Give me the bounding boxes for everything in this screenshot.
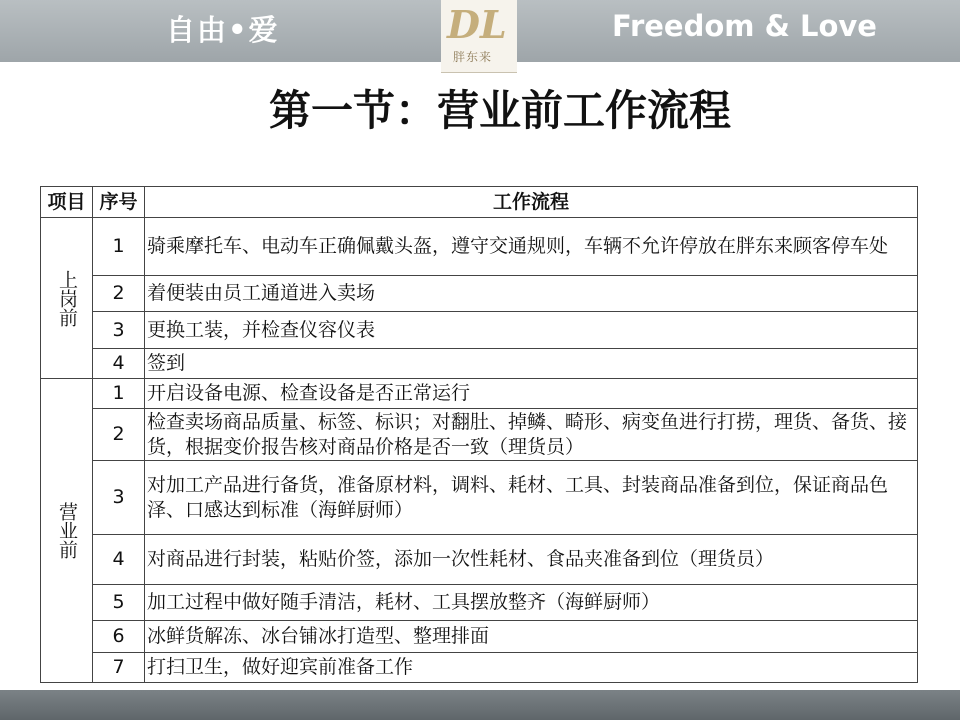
table-row xyxy=(41,349,918,379)
logo-mark: DL xyxy=(447,2,507,47)
row-text: 对商品进行封装，粘贴价签，添加一次性耗材、食品夹准备到位（理货员） xyxy=(145,535,918,585)
table-row xyxy=(41,653,918,683)
category-cell xyxy=(41,379,93,683)
table-row xyxy=(41,461,918,535)
logo-brand-name: 胖东来 xyxy=(453,50,493,64)
slogan-english: Freedom & Love xyxy=(612,9,877,43)
row-number: 4 xyxy=(93,349,145,379)
brand-logo xyxy=(441,0,517,73)
slogan-chinese: 自由•爱 xyxy=(166,13,280,47)
row-number: 4 xyxy=(93,535,145,585)
table-row xyxy=(41,535,918,585)
row-text: 着便装由员工通道进入卖场 xyxy=(145,276,918,312)
row-text: 加工过程中做好随手清洁，耗材、工具摆放整齐（海鲜厨师） xyxy=(145,585,918,621)
row-number: 1 xyxy=(93,379,145,409)
row-number: 1 xyxy=(93,218,145,276)
row-text: 检查卖场商品质量、标签、标识；对翻肚、掉鳞、畸形、病变鱼进行打捞，理货、备货、接货，根据变价报告核对商品价格是否一致（理货员） xyxy=(145,409,918,461)
row-text: 更换工装，并检查仪容仪表 xyxy=(145,312,918,349)
row-number: 2 xyxy=(93,409,145,461)
table-row xyxy=(41,312,918,349)
header-workflow: 工作流程 xyxy=(145,187,918,218)
row-number: 7 xyxy=(93,653,145,683)
footer-bar xyxy=(0,690,960,720)
header-category: 项目 xyxy=(41,187,93,218)
table-row xyxy=(41,218,918,276)
row-number: 5 xyxy=(93,585,145,621)
category-cell xyxy=(41,218,93,379)
page-title: 第一节：营业前工作流程 xyxy=(268,86,731,135)
table-row xyxy=(41,379,918,409)
category-label: 营业前 xyxy=(56,502,78,559)
row-number: 6 xyxy=(93,621,145,653)
row-text: 冰鲜货解冻、冰台铺冰打造型、整理排面 xyxy=(145,621,918,653)
category-label: 上岗前 xyxy=(56,269,78,327)
row-text: 打扫卫生，做好迎宾前准备工作 xyxy=(145,653,918,683)
header-number: 序号 xyxy=(93,187,145,218)
row-text: 签到 xyxy=(145,349,918,379)
row-number: 3 xyxy=(93,312,145,349)
row-text: 骑乘摩托车、电动车正确佩戴头盔，遵守交通规则，车辆不允许停放在胖东来顾客停车处 xyxy=(145,218,918,276)
table-row xyxy=(41,585,918,621)
table-row xyxy=(41,276,918,312)
workflow-table xyxy=(40,186,918,683)
row-number: 2 xyxy=(93,276,145,312)
table-row xyxy=(41,409,918,461)
row-text: 对加工产品进行备货，准备原材料，调料、耗材、工具、封装商品准备到位，保证商品色泽、口感达到标准（海鲜厨师） xyxy=(145,461,918,535)
row-number: 3 xyxy=(93,461,145,535)
row-text: 开启设备电源、检查设备是否正常运行 xyxy=(145,379,918,409)
table-header-row xyxy=(41,187,918,218)
table-row xyxy=(41,621,918,653)
